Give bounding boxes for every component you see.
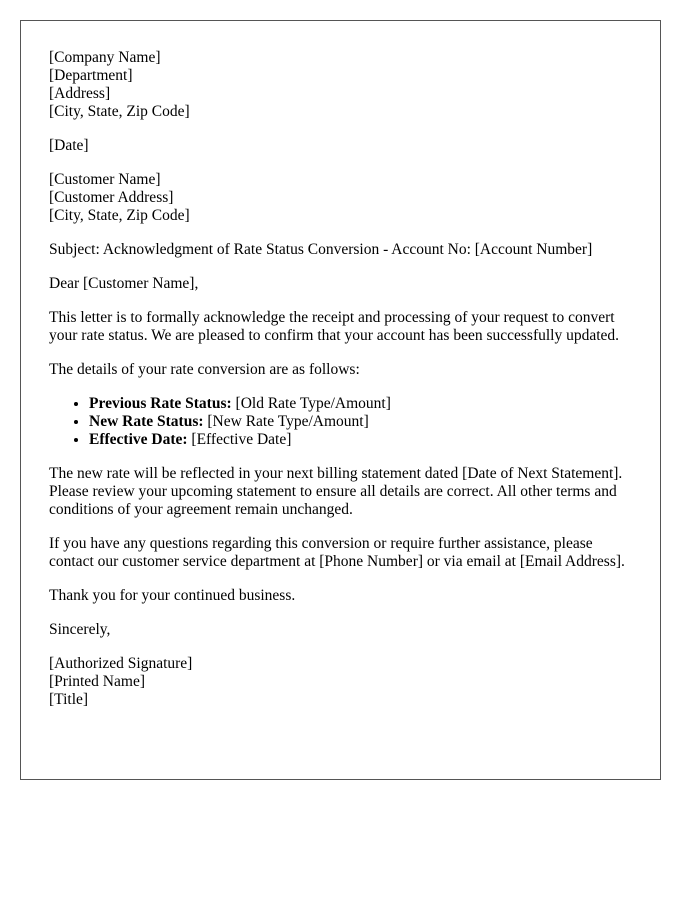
letter-document: [20, 20, 661, 780]
list-item: [89, 431, 632, 449]
valediction: Sincerely,: [49, 621, 111, 638]
signer-title: [Title]: [49, 691, 89, 708]
sender-department: [Department]: [49, 67, 133, 84]
detail-label: Effective Date:: [89, 431, 188, 448]
subject-line: Subject: Acknowledgment of Rate Status Conversion - Account No: [Account Number]: [49, 241, 593, 258]
detail-value: [Old Rate Type/Amount]: [231, 395, 391, 412]
sender-company-name: [Company Name]: [49, 49, 161, 66]
recipient-name: [Customer Name]: [49, 171, 161, 188]
list-item: [89, 413, 632, 431]
contact-paragraph: If you have any questions regarding this conversion or require further assistance, please contact our customer service department at [Phone Number] or via email at [Email Address].: [49, 535, 625, 570]
detail-label: New Rate Status:: [89, 413, 204, 430]
recipient-block: [49, 171, 632, 225]
salutation: Dear [Customer Name],: [49, 275, 199, 292]
detail-value: [Effective Date]: [187, 431, 292, 448]
sender-block: [49, 49, 632, 121]
detail-value: [New Rate Type/Amount]: [203, 413, 369, 430]
recipient-city-state-zip: [City, State, Zip Code]: [49, 207, 190, 224]
letter-date: [Date]: [49, 137, 89, 154]
printed-name: [Printed Name]: [49, 673, 145, 690]
detail-label: Previous Rate Status:: [89, 395, 232, 412]
billing-paragraph: The new rate will be reflected in your next billing statement dated [Date of Next Statement]. Please review your upcoming statement to ensure all details are correct. All other terms and conditions of your agreement remain unchanged.: [49, 465, 623, 518]
thanks-paragraph: Thank you for your continued business.: [49, 587, 296, 604]
details-lead-paragraph: The details of your rate conversion are as follows:: [49, 361, 360, 378]
signature-block: [49, 655, 632, 709]
sender-address: [Address]: [49, 85, 111, 102]
rate-details-list: [49, 395, 632, 449]
list-item: [89, 395, 632, 413]
sender-city-state-zip: [City, State, Zip Code]: [49, 103, 190, 120]
intro-paragraph: This letter is to formally acknowledge the receipt and processing of your request to convert your rate status. We are pleased to confirm that your account has been successfully updated.: [49, 309, 620, 344]
recipient-address: [Customer Address]: [49, 189, 174, 206]
date-block: [49, 137, 632, 155]
authorized-signature: [Authorized Signature]: [49, 655, 193, 672]
